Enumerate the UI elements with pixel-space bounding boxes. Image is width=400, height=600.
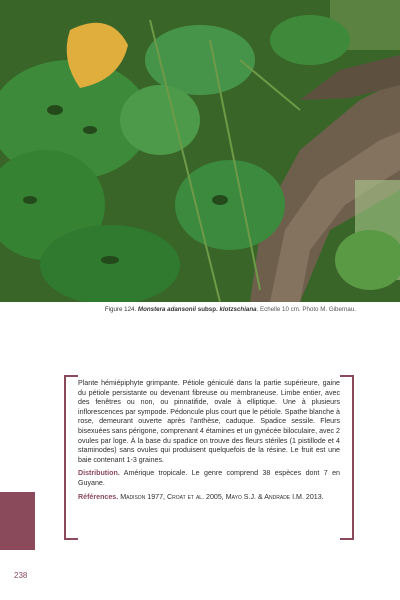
figure-subspecies: klotzschiana bbox=[219, 306, 257, 313]
chapter-side-tab bbox=[0, 492, 35, 550]
frame-body bbox=[78, 379, 340, 506]
page-number: 238 bbox=[14, 571, 28, 580]
figure-label: Figure 124. bbox=[104, 306, 137, 313]
figure-credit: . Echelle 10 cm. Photo M. Gibernau. bbox=[256, 306, 356, 313]
references-paragraph bbox=[78, 493, 340, 503]
description-frame bbox=[64, 375, 354, 536]
figure-caption bbox=[0, 305, 356, 314]
references-text: Madison 1977, Croat et al. 2005, Mayo S.J. & Andrade I.M. 2013. bbox=[118, 492, 324, 501]
distribution-text: Amérique tropicale. Le genre comprend 38 espèces dont 7 en Guyane. bbox=[78, 469, 340, 487]
frame-bracket-left bbox=[64, 375, 78, 540]
figure-subspecies-prefix: subsp. bbox=[197, 306, 218, 313]
figure-species: Monstera adansonii bbox=[137, 306, 197, 313]
distribution-paragraph bbox=[78, 469, 340, 488]
distribution-label: Distribution. bbox=[78, 469, 120, 478]
frame-bracket-right bbox=[340, 375, 354, 540]
references-label: Références. bbox=[78, 492, 119, 501]
description-paragraph: Plante hémiépiphyte grimpante. Pétiole géniculé dans la partie supérieure, gaine du pétiole persistante ou devenant fibreuse ou membraneuse. Limbe entier, avec des fenêtres ou non, ou pinnatifide, ovale à elliptique. Une à plusieurs inflorescences par sympode. Pédoncule plus court que le pétiole. Spathe blanche à rose, demeurant ouverte après l’anthèse, caduque. Spadice sessile. Fleurs bisexuées sans périgone, comprenant 4 étamines et un gynécée biloculaire, avec 2 ovules par loge. À la base du spadice on trouve des fleurs stériles (1 pistillode et 4 staminodes) sans ovules qui produisent quelquefois de la résine. Le fruit est une baie contenant 1-3 graines. bbox=[78, 379, 340, 464]
